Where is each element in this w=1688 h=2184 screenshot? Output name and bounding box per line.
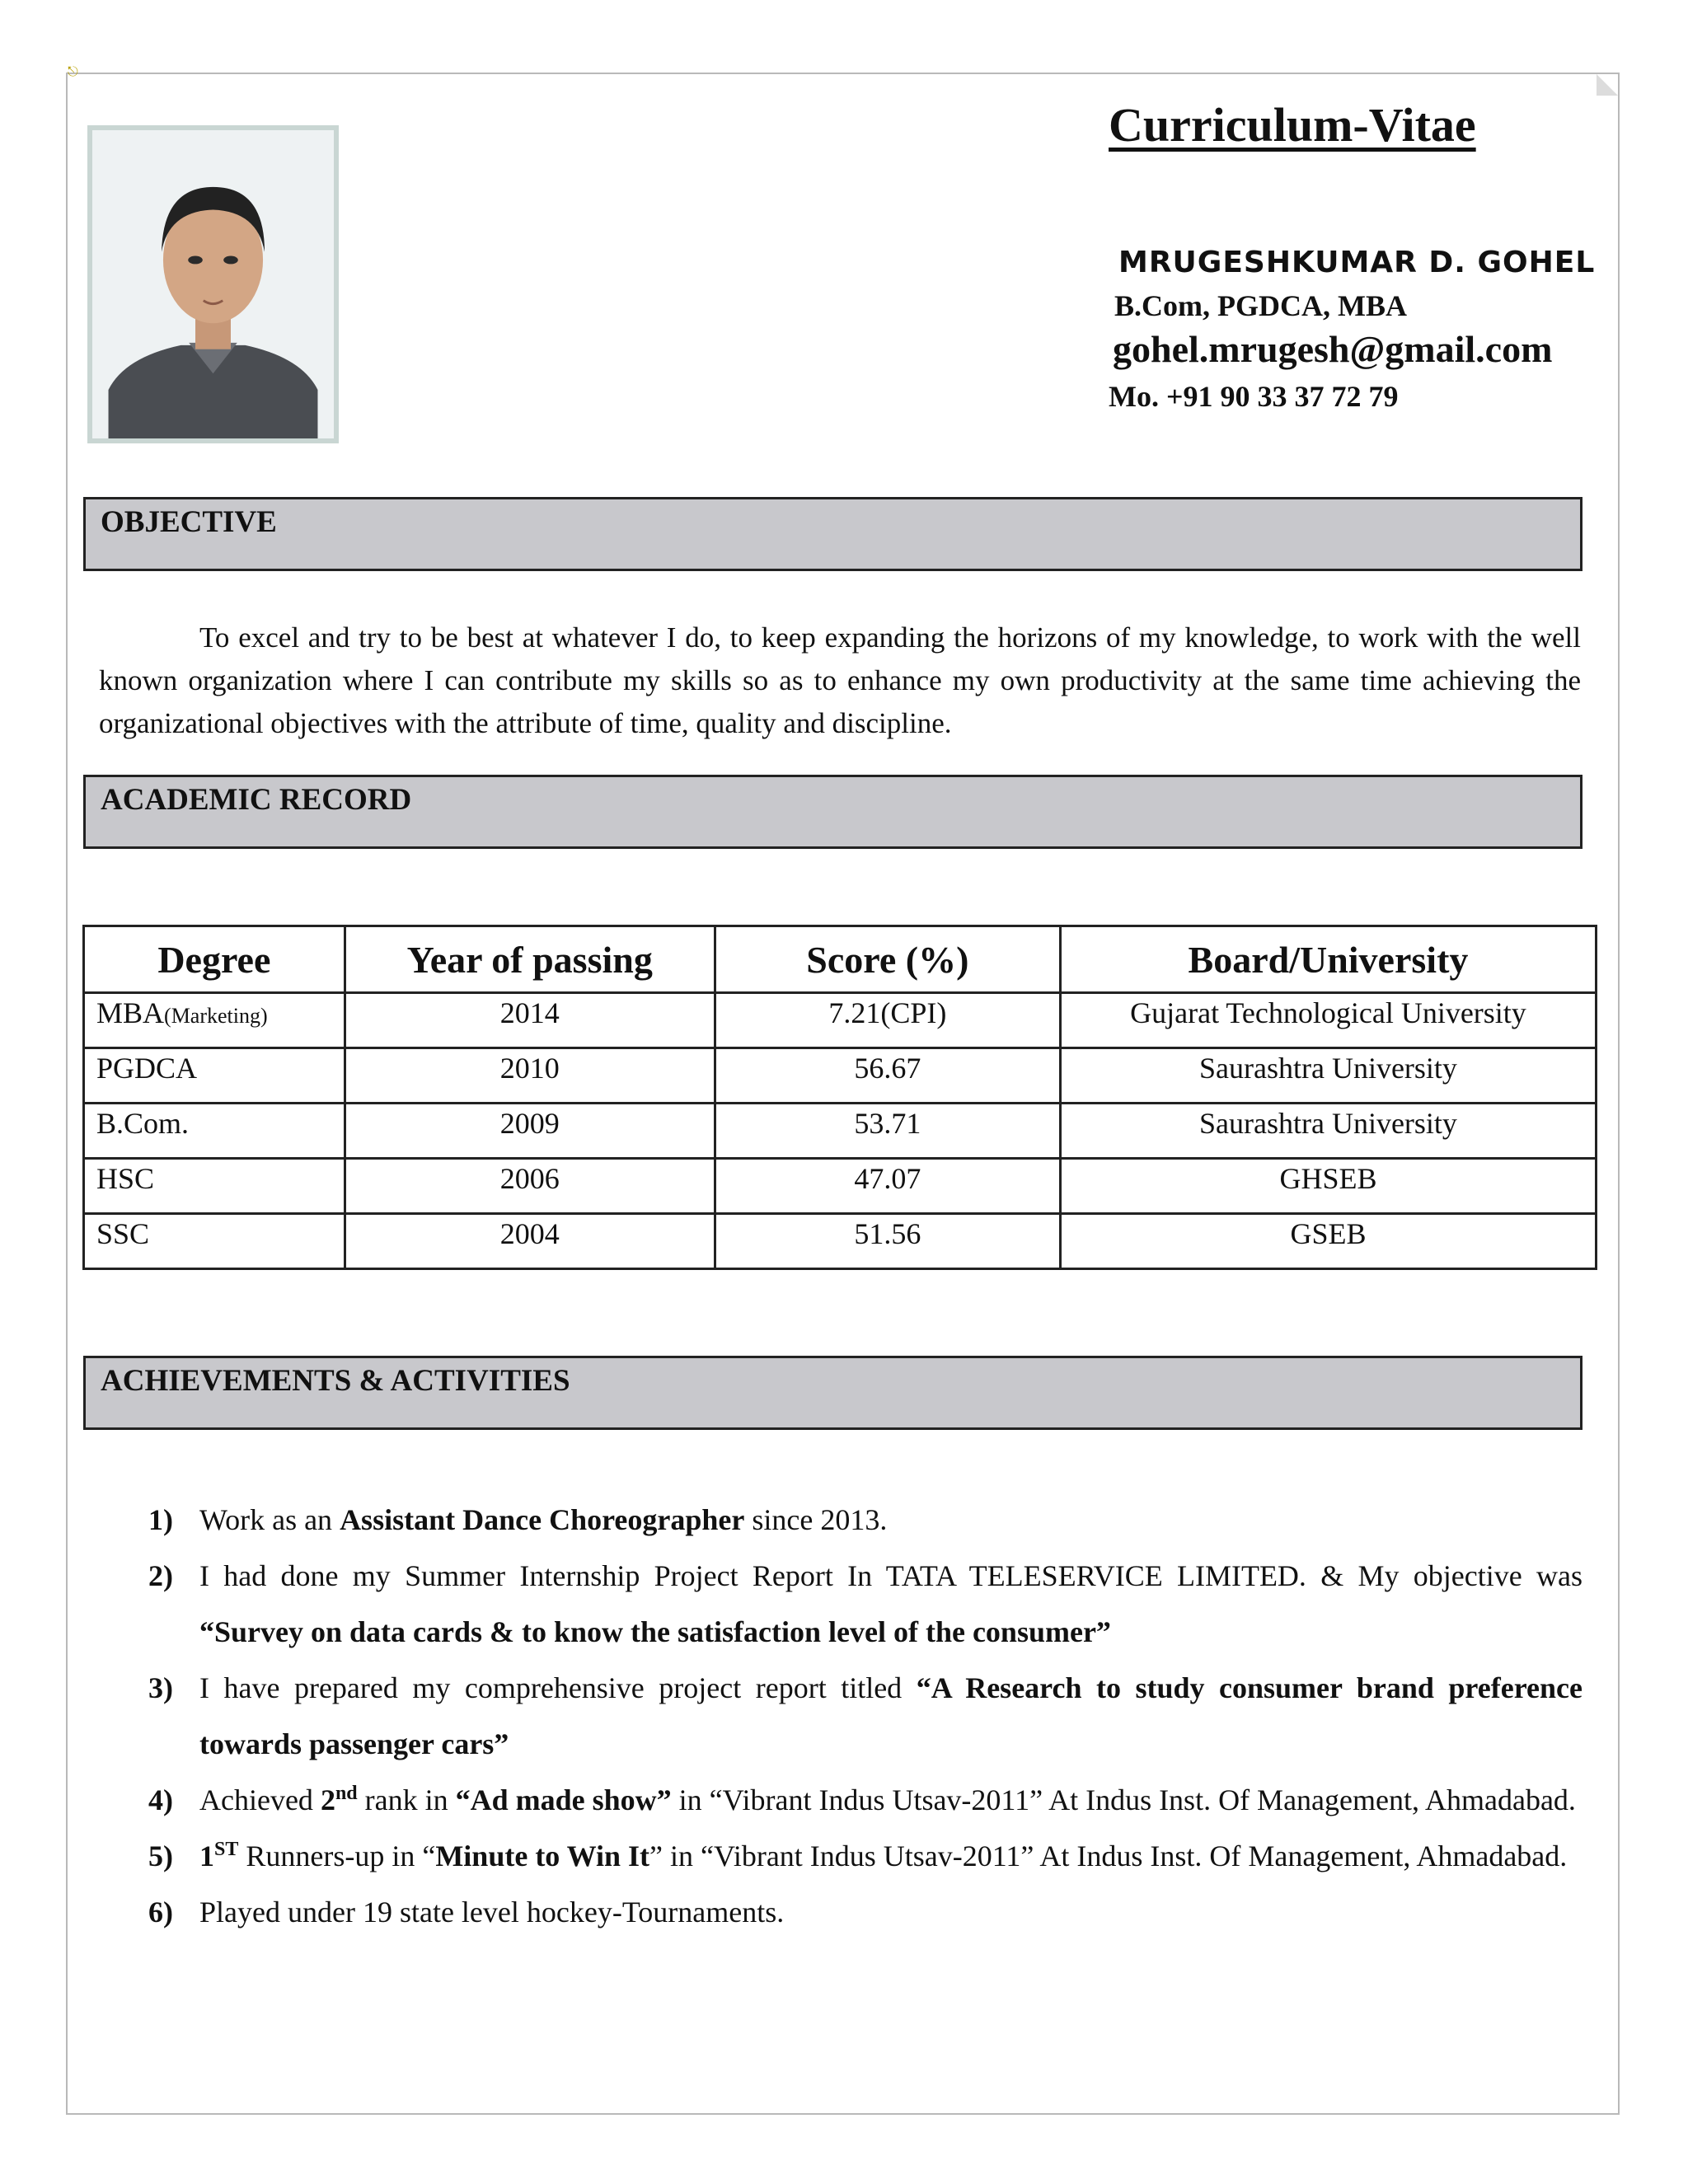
section-header-academic xyxy=(83,775,1582,849)
table-header-row xyxy=(84,926,1597,993)
degree-cell: SSC xyxy=(84,1214,345,1269)
achievements-list xyxy=(148,1492,1582,1940)
year-cell: 2014 xyxy=(345,993,715,1048)
degree-cell: B.Com. xyxy=(84,1104,345,1159)
table-row xyxy=(84,993,1597,1048)
list-item-text: “Ad made show” xyxy=(455,1783,672,1816)
degree-cell: HSC xyxy=(84,1159,345,1214)
list-item-text: Minute to Win It xyxy=(435,1840,650,1872)
column-header: Degree xyxy=(84,926,345,993)
list-item xyxy=(148,1884,1582,1940)
score-cell: 47.07 xyxy=(715,1159,1060,1214)
section-header-achievements xyxy=(83,1356,1582,1430)
score-cell: 7.21(CPI) xyxy=(715,993,1060,1048)
score-cell: 56.67 xyxy=(715,1048,1060,1104)
board-cell: Gujarat Technological University xyxy=(1060,993,1596,1048)
section-header-objective xyxy=(83,497,1582,571)
candidate-name: MRUGESHKUMAR D. GOHEL xyxy=(1118,246,1596,279)
table-row xyxy=(84,1104,1597,1159)
list-item-text: 1 xyxy=(199,1840,214,1872)
list-item-number: 6) xyxy=(148,1896,173,1929)
list-item xyxy=(148,1828,1582,1884)
section-title: OBJECTIVE xyxy=(101,505,277,539)
list-item-text: ” in “Vibrant Indus Utsav-2011” At Indus Inst. Of Management, Ahmadabad. xyxy=(649,1840,1568,1872)
degree-cell xyxy=(84,993,345,1048)
list-item-text: since 2013. xyxy=(744,1503,888,1536)
list-item-text: in “Vibrant Indus Utsav-2011” At Indus Inst. Of Management, Ahmadabad. xyxy=(671,1783,1576,1816)
board-cell: Saurashtra University xyxy=(1060,1048,1596,1104)
column-header: Year of passing xyxy=(345,926,715,993)
candidate-email: gohel.mrugesh@gmail.com xyxy=(1113,328,1553,370)
table-row xyxy=(84,1048,1597,1104)
table-row xyxy=(84,1214,1597,1269)
list-item-text: Work as an xyxy=(199,1503,340,1536)
list-item-number: 4) xyxy=(148,1783,173,1816)
list-item xyxy=(148,1772,1582,1828)
list-item-text: rank in xyxy=(357,1783,456,1816)
board-cell: Saurashtra University xyxy=(1060,1104,1596,1159)
degree-name: MBA xyxy=(96,996,165,1029)
list-item-number: 5) xyxy=(148,1840,173,1872)
objective-paragraph: To excel and try to be best at whatever I do, to keep expanding the horizons of my knowledge, to work with the well known organization where I can contribute my skills so as to enhance my own productivity at the same time achieving the organizational objectives with the attribute of time, quality and discipline. xyxy=(99,621,1581,739)
list-item-text: nd xyxy=(335,1783,358,1804)
list-item-number: 2) xyxy=(148,1559,173,1592)
list-item-text: I have prepared my comprehensive project report titled xyxy=(199,1671,917,1704)
list-item-text: Achieved xyxy=(199,1783,321,1816)
list-item-text: “Survey on data cards & to know the satisfaction level of the consumer” xyxy=(199,1615,1111,1648)
academic-record-table xyxy=(82,925,1597,1270)
degree-cell: PGDCA xyxy=(84,1048,345,1104)
list-item xyxy=(148,1492,1582,1548)
list-item xyxy=(148,1548,1582,1660)
board-cell: GHSEB xyxy=(1060,1159,1596,1214)
table-row xyxy=(84,1159,1597,1214)
score-cell: 53.71 xyxy=(715,1104,1060,1159)
list-item-text: “A Research to study consumer brand preference towards passenger cars” xyxy=(199,1671,1582,1760)
pin-icon: ⎋ xyxy=(68,63,78,79)
list-item xyxy=(148,1660,1582,1772)
year-cell: 2009 xyxy=(345,1104,715,1159)
list-item-text: Assistant Dance Choreographer xyxy=(340,1503,745,1536)
degree-note: (Marketing) xyxy=(164,1004,268,1028)
column-header: Board/University xyxy=(1060,926,1596,993)
section-title: ACHIEVEMENTS & ACTIVITIES xyxy=(101,1364,570,1398)
profile-photo xyxy=(87,125,339,443)
list-item-number: 3) xyxy=(148,1671,173,1704)
list-item-text: ST xyxy=(214,1839,239,1860)
section-title: ACADEMIC RECORD xyxy=(101,783,412,817)
candidate-qualifications: B.Com, PGDCA, MBA xyxy=(1114,289,1407,322)
list-item-number: 1) xyxy=(148,1503,173,1536)
cv-title: Curriculum-Vitae xyxy=(1109,98,1476,152)
year-cell: 2006 xyxy=(345,1159,715,1214)
list-item-text: Runners-up in “ xyxy=(238,1840,436,1872)
list-item-text: Played under 19 state level hockey-Tournaments. xyxy=(199,1896,785,1929)
list-item-text: 2 xyxy=(320,1783,335,1816)
candidate-phone: Mo. +91 90 33 37 72 79 xyxy=(1109,380,1399,413)
page-corner-fold xyxy=(1597,74,1618,96)
list-item-text: I had done my Summer Internship Project Report In TATA TELESERVICE LIMITED. & My objective was xyxy=(199,1559,1582,1592)
year-cell: 2010 xyxy=(345,1048,715,1104)
year-cell: 2004 xyxy=(345,1214,715,1269)
column-header: Score (%) xyxy=(715,926,1060,993)
score-cell: 51.56 xyxy=(715,1214,1060,1269)
board-cell: GSEB xyxy=(1060,1214,1596,1269)
